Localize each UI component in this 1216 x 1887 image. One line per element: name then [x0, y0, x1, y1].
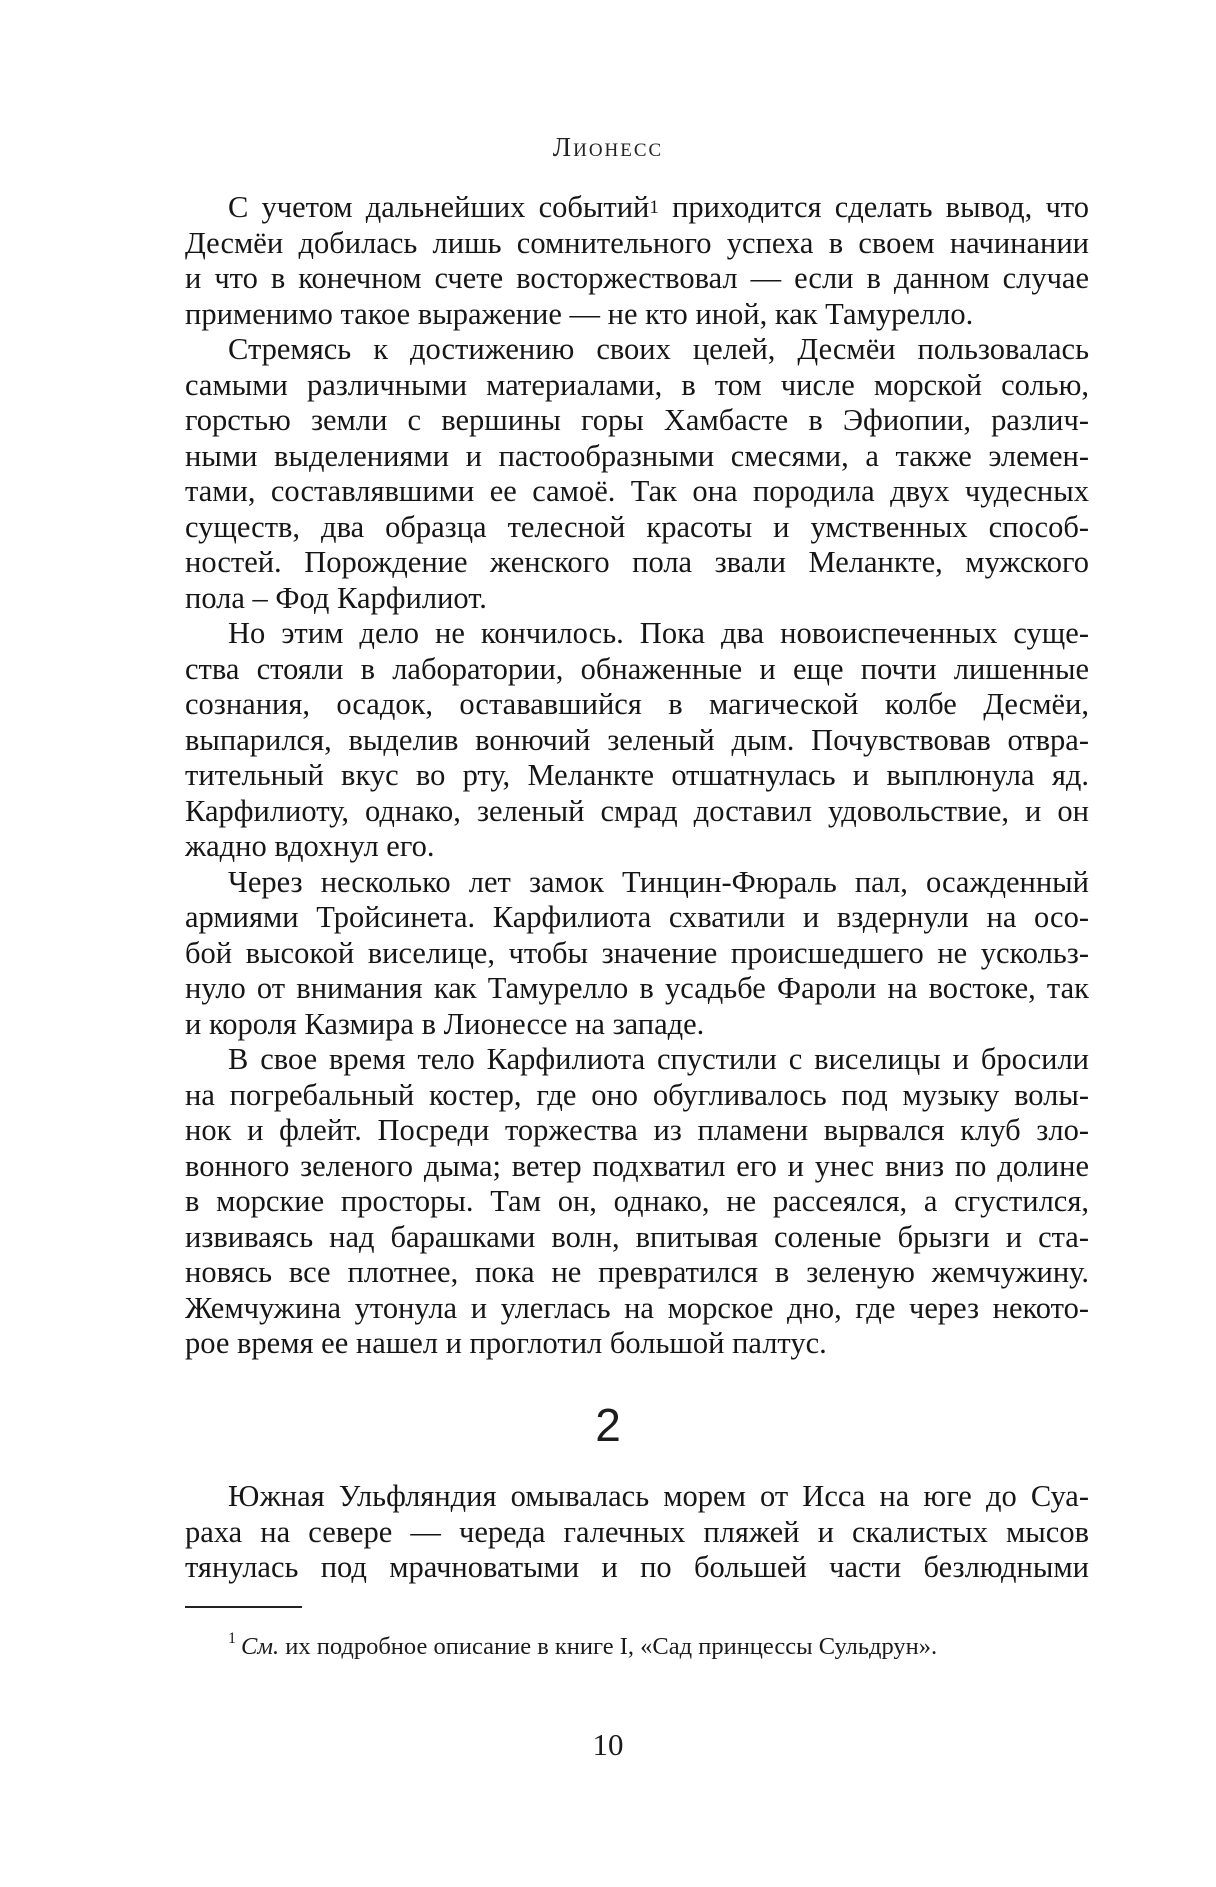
footnote-abbrev: См.	[241, 1633, 280, 1661]
text-line: применимо такое выражение — не кто иной, как Тамурелло.	[185, 296, 974, 331]
text-line: раха на севере — череда галечных пляжей и скалистых мысов	[185, 1514, 1089, 1549]
text-line: жадно вдохнул его.	[185, 829, 435, 863]
footnote-divider	[185, 1606, 302, 1608]
text-line: выпарился, выделив вонючий зеленый дым. Почувствовав отвра-	[185, 722, 1089, 757]
chapter-opening-paragraph	[185, 1479, 1089, 1586]
text-line: Десмёи добилась лишь сомнительного успеха в своем начинании	[185, 225, 1089, 260]
text-line: Южная Ульфляндия омывалась морем от Исса на юге до Суа-	[228, 1479, 1089, 1513]
text-line: бой высокой виселице, чтобы значение происшедшего не ускольз-	[185, 935, 1089, 970]
text-line: Но этим дело не кончилось. Пока два новоиспеченных суще-	[228, 616, 1089, 650]
running-head: Лионесс	[552, 132, 664, 162]
text-line: нуло от внимания как Тамурелло в усадьбе Фароли на востоке, так	[185, 971, 1089, 1005]
paragraph	[185, 616, 1089, 865]
text-line: существ, два образца телесной красоты и умственных способ-	[185, 509, 1089, 544]
paragraph	[185, 865, 1089, 1043]
paragraph	[185, 190, 1089, 332]
text-line: Жемчужина утонула и улеглась на морское дно, где через некото-	[185, 1290, 1089, 1325]
text-line: тами, составлявшими ее самоё. Так она породила двух чудесных	[185, 474, 1089, 508]
text-line: тянулась под мрачноватыми и по большей части безлюдными	[185, 1550, 1089, 1584]
footnote-reference[interactable]: 1	[649, 197, 659, 218]
text-line: новясь все плотнее, пока не превратился в зеленую жемчужину.	[185, 1255, 1089, 1289]
text-line: сознания, осадок, остававшийся в магической колбе Десмёи,	[185, 687, 1089, 721]
text-line: самыми различными материалами, в том числе морской солью,	[185, 367, 1089, 402]
text-line: Через несколько лет замок Тинцин-Фюраль пал, осажденный	[228, 864, 1089, 899]
text-line: пола – Фод Карфилиот.	[185, 580, 487, 615]
page-number: 10	[592, 1727, 624, 1762]
chapter-number: 2	[595, 1399, 621, 1451]
text-line: и короля Казмира в Лионессе на западе.	[185, 1006, 705, 1041]
paragraph	[185, 332, 1089, 616]
text-line: извиваясь над барашками волн, впитывая соленые брызги и ста-	[185, 1219, 1089, 1254]
text-line: тительный вкус во рту, Меланкте отшатнулась и выплюнула яд.	[185, 758, 1089, 792]
text-line: рое время ее нашел и проглотил большой палтус.	[185, 1326, 827, 1360]
text-line: и что в конечном счете восторжествовал — если в данном случае	[185, 261, 1089, 295]
text-line: вонного зеленого дыма; ветер подхватил его и унес вниз по долине	[185, 1148, 1089, 1183]
footnote	[228, 1626, 937, 1662]
text-line: ностей. Порождение женского пола звали Меланкте, мужского	[185, 545, 1089, 579]
text-line: ства стояли в лаборатории, обнаженные и еще почти лишенные	[185, 651, 1089, 686]
text-line: Карфилиоту, однако, зеленый смрад доставил удовольствие, и он	[185, 793, 1089, 828]
text-line: горстью земли с вершины горы Хамбасте в Эфиопии, различ-	[185, 403, 1089, 437]
body-text	[185, 190, 1089, 1362]
footnote-text: их подробное описание в книге I, «Сад принцессы Сульдрун».	[285, 1633, 938, 1661]
text-line: ными выделениями и пастообразными смесями, а также элемен-	[185, 438, 1089, 473]
paragraph	[185, 1042, 1089, 1362]
text-line: В свое время тело Карфилиота спустили с виселицы и бросили	[228, 1042, 1089, 1076]
text-line: Стремясь к достижению своих целей, Десмёи пользовалась	[228, 332, 1089, 366]
footnote-marker: 1	[228, 1630, 236, 1647]
text-line: в морские просторы. Там он, однако, не рассеялся, а сгустился,	[185, 1184, 1089, 1218]
text-line: С учетом дальнейших событий$^1$ приходится сделать вывод, что	[228, 190, 1089, 224]
text-line: нок и флейт. Посреди торжества из пламени вырвался клуб зло-	[185, 1113, 1089, 1147]
text-line: армиями Тройсинета. Карфилиота схватили и вздернули на осо-	[185, 900, 1089, 934]
text-line: на погребальный костер, где оно обугливалось под музыку волы-	[185, 1077, 1089, 1112]
